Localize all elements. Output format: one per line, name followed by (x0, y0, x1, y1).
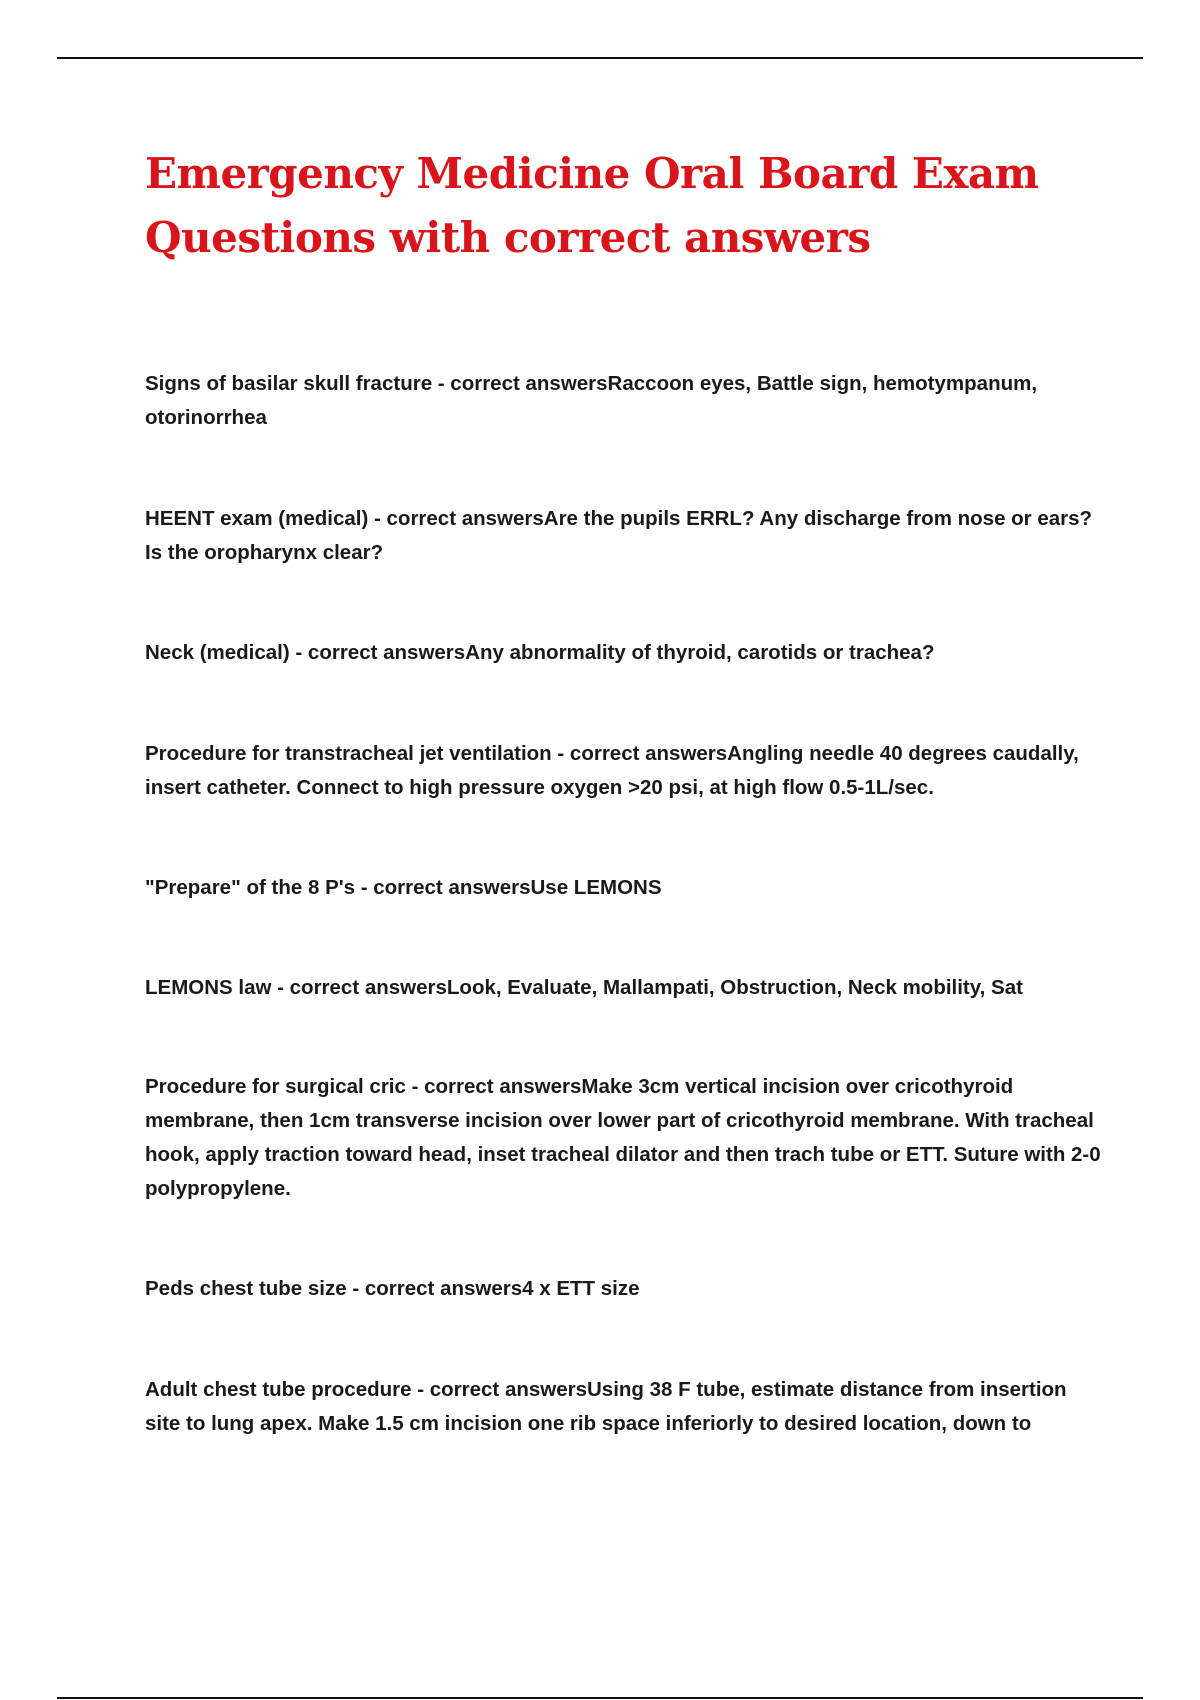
qa-entry-prepare-8ps: "Prepare" of the 8 P's - correct answersUse LEMONS (145, 876, 662, 899)
qa-entry-surgical-cric: Procedure for surgical cric - correct answersMake 3cm vertical incision over cricothyroid membrane, then 1cm transverse incision over lower part of cricothyroid membrane. With tracheal hook, apply traction toward head, inset tracheal dilator and then trach tube or ETT. Suture with 2-0 polypropylene. (145, 1075, 1101, 1200)
qa-entry-lemons-law: LEMONS law - correct answersLook, Evaluate, Mallampati, Obstruction, Neck mobility, Sat (145, 976, 1023, 999)
bottom-rule (57, 1697, 1143, 1699)
qa-entry-neck-medical: Neck (medical) - correct answersAny abnormality of thyroid, carotids or trachea? (145, 641, 935, 664)
qa-entry-heent-exam: HEENT exam (medical) - correct answersAre the pupils ERRL? Any discharge from nose or ears? Is the oropharynx clear? (145, 507, 1093, 564)
qa-entry-adult-chest-tube-procedure: Adult chest tube procedure - correct answersUsing 38 F tube, estimate distance from insertion site to lung apex. Make 1.5 cm incision one rib space inferiorly to desired location, down to (145, 1378, 1067, 1435)
document-title: Emergency Medicine Oral Board Exam Questions with correct answers (145, 149, 1039, 262)
qa-entry-transtracheal-jet-ventilation: Procedure for transtracheal jet ventilation - correct answersAngling needle 40 degrees caudally, insert catheter. Connect to high pressure oxygen >20 psi, at high flow 0.5-1L/sec. (145, 742, 1079, 799)
qa-entry-basilar-skull-fracture: Signs of basilar skull fracture - correct answersRaccoon eyes, Battle sign, hemotympanum, otorinorrhea (145, 372, 1038, 429)
qa-entry-peds-chest-tube-size: Peds chest tube size - correct answers4 x ETT size (145, 1277, 640, 1300)
top-rule (57, 57, 1143, 59)
